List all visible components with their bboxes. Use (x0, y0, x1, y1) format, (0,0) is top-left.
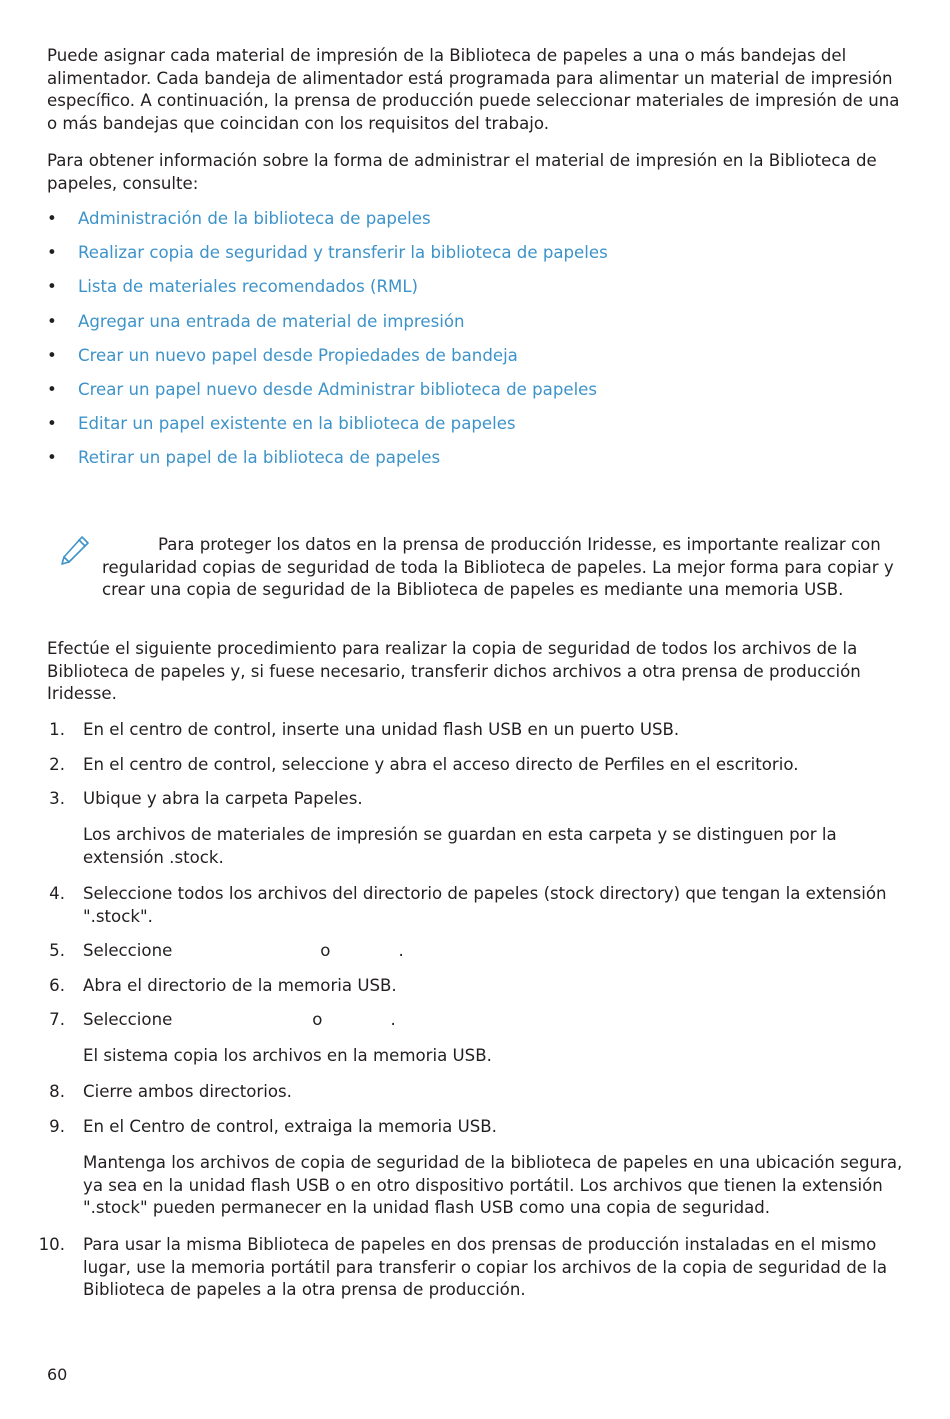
link-item (47, 345, 608, 379)
page-number: 60 (47, 1365, 68, 1384)
link-item (47, 208, 608, 242)
bullet: • (47, 311, 57, 331)
step-text: En el centro de control, inserte una unidad flash USB en un puerto USB. (83, 720, 680, 739)
step-number: 9. (49, 1117, 65, 1136)
step-detail: Mantenga los archivos de copia de seguridad de la biblioteca de papeles en una ubicación segura, ya sea en la unidad flash USB o en otro dispositivo portátil. Los archivos que tienen la extensión ".stock" pueden permanecer en la unidad flash USB como una copia de seguridad. (83, 1153, 903, 1217)
bullet: • (47, 345, 57, 365)
step-number: 6. (49, 976, 65, 995)
step-number: 5. (49, 941, 65, 960)
note-text: Para proteger los datos en la prensa de producción Iridesse, es importante realizar con regularidad copias de seguridad de toda la Biblioteca de papeles. La mejor forma para copiar y crear una copia de seguridad de la Biblioteca de papeles es mediante una memoria USB. (102, 535, 894, 599)
step-text: Seleccione o . (83, 1010, 396, 1029)
intro-paragraph-1: Puede asignar cada material de impresión de la Biblioteca de papeles a una o más bandejas del alimentador. Cada bandeja de alimentador está programada para alimentar un material de impresión específico. A continuación, la prensa de producción puede seleccionar materiales de impresión de una o más bandejas que coincidan con los requisitos del trabajo. (47, 46, 900, 133)
link-administracion-biblioteca[interactable]: Administración de la biblioteca de papeles (78, 209, 431, 228)
bullet: • (47, 209, 57, 228)
intro-paragraph-2: Para obtener información sobre la forma de administrar el material de impresión en la Biblioteca de papeles, consulte: (47, 151, 877, 193)
step-detail: El sistema copia los archivos en la memoria USB. (83, 1046, 492, 1065)
step-number: 10. (38, 1235, 65, 1254)
step-number: 3. (49, 789, 65, 808)
procedure-intro: Efectúe el siguiente procedimiento para realizar la copia de seguridad de todos los archivos de la Biblioteca de papeles y, si fuese necesario, transferir dichos archivos a otra prensa de producción Iridesse. (47, 639, 861, 703)
link-copia-seguridad[interactable]: Realizar copia de seguridad y transferir la biblioteca de papeles (78, 243, 608, 263)
link-retirar-papel[interactable]: Retirar un papel de la biblioteca de papeles (78, 448, 441, 468)
link-item (47, 413, 608, 447)
link-crear-desde-bandeja[interactable]: Crear un nuevo papel desde Propiedades de bandeja (78, 345, 518, 365)
step-number: 2. (49, 755, 65, 774)
step-text: Para usar la misma Biblioteca de papeles en dos prensas de producción instaladas en el mismo lugar, use la memoria portátil para transferir o copiar los archivos de la copia de seguridad de la Biblioteca de papeles a la otra prensa de producción. (83, 1235, 888, 1299)
step-text: Ubique y abra la carpeta Papeles. (83, 789, 363, 808)
related-links-list (47, 208, 608, 482)
link-item (47, 447, 608, 481)
link-item (47, 311, 608, 345)
step-number: 4. (49, 884, 65, 903)
step-text: Abra el directorio de la memoria USB. (83, 976, 397, 995)
link-editar-papel[interactable]: Editar un papel existente en la biblioteca de papeles (78, 414, 516, 434)
pencil-icon (58, 533, 92, 567)
step-text: Cierre ambos directorios. (83, 1082, 292, 1101)
link-agregar-entrada[interactable]: Agregar una entrada de material de impresión (78, 311, 465, 331)
bullet: • (47, 243, 57, 263)
step-text: En el centro de control, seleccione y abra el acceso directo de Perfiles en el escritorio. (83, 755, 799, 774)
step-number: 1. (49, 720, 65, 739)
link-item (47, 242, 608, 276)
step-detail: Los archivos de materiales de impresión se guardan en esta carpeta y se distinguen por la extensión .stock. (83, 825, 837, 867)
step-text: Seleccione todos los archivos del directorio de papeles (stock directory) que tengan la extensión ".stock". (83, 884, 887, 926)
bullet: • (47, 414, 57, 434)
step-text: En el Centro de control, extraiga la memoria USB. (83, 1117, 497, 1136)
step-number: 7. (49, 1010, 65, 1029)
link-item (47, 276, 608, 310)
bullet: • (47, 448, 57, 468)
link-crear-desde-administrar[interactable]: Crear un papel nuevo desde Administrar biblioteca de papeles (78, 379, 598, 399)
bullet: • (47, 379, 57, 399)
bullet: • (47, 277, 57, 297)
step-text: Seleccione o . (83, 941, 404, 960)
link-lista-rml[interactable]: Lista de materiales recomendados (RML) (78, 277, 419, 297)
step-number: 8. (49, 1082, 65, 1101)
link-item (47, 379, 608, 413)
